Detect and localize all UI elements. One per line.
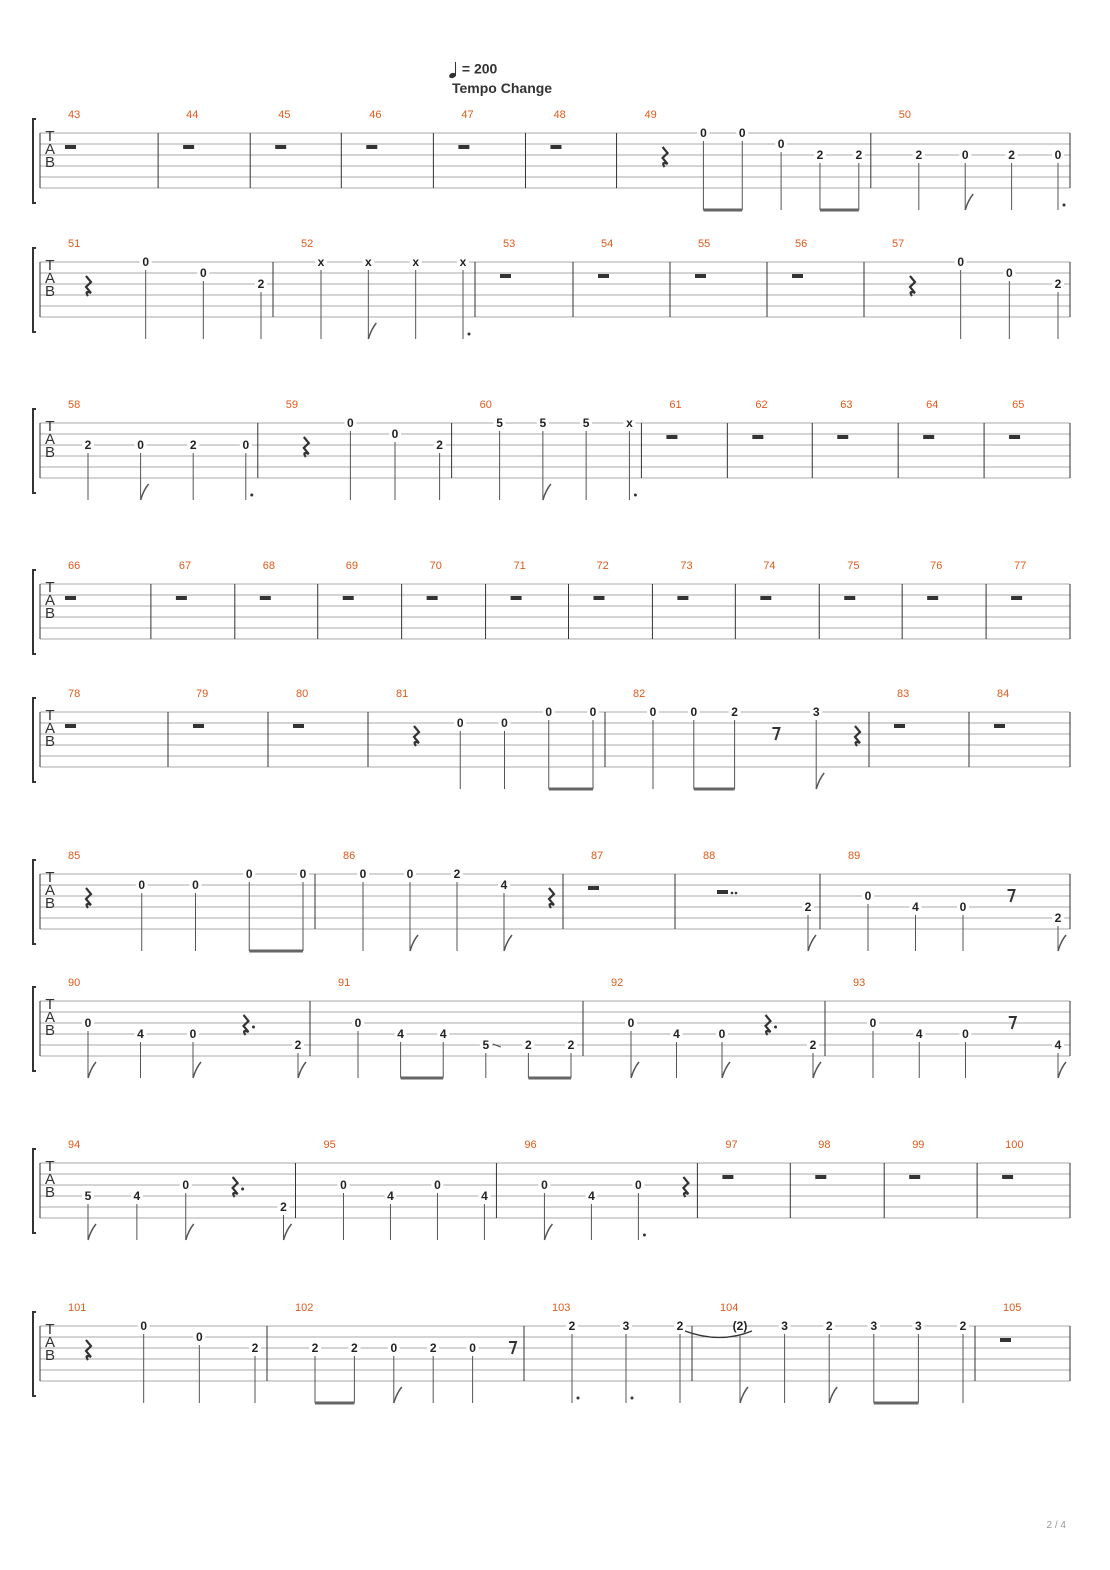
note-flag [88, 1062, 96, 1078]
whole-rest [588, 886, 599, 890]
tab-note: 2 [855, 148, 863, 162]
measure-number: 71 [513, 560, 526, 572]
measure-number: 81 [396, 688, 409, 700]
note-flag [1058, 1062, 1066, 1078]
rest-dot [731, 892, 734, 895]
system-bracket [33, 987, 36, 1071]
tab-clef-letter: T [45, 418, 55, 435]
measure-number: 85 [68, 850, 81, 862]
tab-note: x [412, 255, 420, 269]
tab-note: 0 [959, 900, 967, 914]
tab-note: 5 [84, 1189, 92, 1203]
whole-rest [293, 724, 304, 728]
tab-note: 2 [816, 148, 824, 162]
system-bracket [33, 570, 36, 654]
whole-rest [593, 596, 604, 600]
tab-note: 0 [84, 1016, 92, 1030]
measure-number: 104 [720, 1302, 739, 1314]
measure-number: 63 [840, 399, 853, 411]
note-dot [577, 1397, 580, 1400]
tab-note: 4 [439, 1027, 447, 1041]
tab-note: 3 [781, 1319, 788, 1333]
whole-rest [176, 596, 187, 600]
rest-dot [252, 1026, 255, 1029]
tab-note: 0 [738, 126, 746, 140]
measure-number: 89 [848, 850, 861, 862]
tab-note: 0 [359, 867, 367, 881]
whole-rest [666, 435, 677, 439]
note-flag [808, 935, 816, 951]
measure-number: 46 [369, 109, 382, 121]
whole-rest [275, 145, 286, 149]
tab-clef-letter: A [44, 1009, 56, 1026]
tab-note: 0 [541, 1178, 548, 1192]
measure-number: 68 [262, 560, 276, 572]
tab-note: 2 [189, 438, 197, 452]
measure-number: 56 [795, 238, 808, 250]
quarter-rest [766, 1015, 771, 1035]
note-flag [504, 935, 512, 951]
measure-number: 61 [669, 399, 682, 411]
whole-rest [1002, 1175, 1013, 1179]
tab-clef-letter: A [44, 1171, 56, 1188]
tab-clef-letter: B [44, 1347, 56, 1364]
measure-number: 47 [461, 109, 474, 121]
tab-clef-letter: A [44, 720, 56, 737]
tab-clef-letter: B [44, 733, 56, 750]
measure-number: 73 [680, 560, 693, 572]
tab-note: 2 [959, 1319, 967, 1333]
tab-note: 2 [825, 1319, 833, 1333]
whole-rest [343, 596, 354, 600]
tab-clef-letter: T [45, 996, 55, 1013]
measure-number: 57 [892, 238, 905, 250]
tab-note: 0 [354, 1016, 362, 1030]
measure-number: 91 [338, 977, 351, 989]
tab-note: 0 [589, 705, 597, 719]
measure-number: 92 [611, 977, 624, 989]
tab-note: 3 [870, 1319, 878, 1333]
tab-note: 0 [299, 867, 307, 881]
tab-note: 4 [500, 878, 508, 892]
note-flag [544, 1224, 552, 1240]
tab-note: 5 [582, 416, 590, 430]
measure-number: 96 [524, 1139, 537, 1151]
tab-note: 0 [469, 1341, 476, 1355]
measure-number: 97 [725, 1139, 738, 1151]
tab-clef-letter: A [44, 270, 56, 287]
tab-note: 0 [1054, 148, 1062, 162]
whole-rest [458, 145, 469, 149]
note-dot [631, 1397, 634, 1400]
note-flag [722, 1062, 730, 1078]
measure-number: 51 [68, 238, 81, 250]
measure-number: 80 [296, 688, 309, 700]
measure-number: 49 [644, 109, 657, 121]
whole-rest [760, 596, 771, 600]
note-flag [740, 1387, 748, 1403]
tab-note: 0 [961, 148, 969, 162]
note-dot [468, 333, 471, 336]
tab-note: x [317, 255, 325, 269]
tab-note: 4 [387, 1189, 394, 1203]
tab-clef-letter: T [45, 1321, 55, 1338]
tab-note: 0 [869, 1016, 877, 1030]
tab-note: 0 [138, 878, 146, 892]
tab-note: 2 [567, 1038, 575, 1052]
measure-number: 64 [926, 399, 939, 411]
tab-note: x [626, 416, 633, 430]
tab-note: 0 [456, 716, 464, 730]
note-flag [394, 1387, 402, 1403]
whole-rest [65, 724, 76, 728]
measure-number: 45 [278, 109, 291, 121]
tab-note: 3 [915, 1319, 922, 1333]
tab-note: 2 [84, 438, 92, 452]
tab-note: 4 [912, 900, 919, 914]
tab-note: x [364, 255, 372, 269]
system-bracket [33, 248, 36, 332]
measure-number: 86 [343, 850, 356, 862]
quarter-rest [414, 726, 419, 746]
measure-number: 88 [703, 850, 716, 862]
whole-rest [1009, 435, 1020, 439]
tab-clef-letter: A [44, 431, 56, 448]
tab-note: 4 [481, 1189, 488, 1203]
tab-note: 0 [189, 1027, 197, 1041]
tab-note: 0 [434, 1178, 441, 1192]
tab-clef-letter: T [45, 128, 55, 145]
tab-clef-letter: A [44, 141, 56, 158]
tab-clef-letter: T [45, 257, 55, 274]
measure-number: 76 [930, 560, 943, 572]
tab-note: 2 [1054, 277, 1062, 291]
whole-rest [815, 1175, 826, 1179]
tab-note: 4 [137, 1027, 144, 1041]
measure-number: 82 [633, 688, 646, 700]
tab-clef-letter: A [44, 1334, 56, 1351]
rest-dot [241, 1188, 244, 1191]
whole-rest [844, 596, 855, 600]
tab-note: 0 [340, 1178, 347, 1192]
whole-rest [65, 145, 76, 149]
tab-note: 0 [182, 1178, 190, 1192]
note-flag [186, 1224, 194, 1240]
note-flag [88, 1224, 96, 1240]
measure-number: 69 [345, 560, 358, 572]
tab-note: 0 [545, 705, 553, 719]
rest-dot [774, 1026, 777, 1029]
measure-number: 79 [196, 688, 209, 700]
tab-note: 0 [140, 1319, 148, 1333]
whole-rest [695, 274, 706, 278]
note-flag [193, 1062, 201, 1078]
tab-clef-letter: B [44, 605, 56, 622]
tab-note: 4 [673, 1027, 680, 1041]
tab-clef-letter: A [44, 882, 56, 899]
system-bracket [33, 698, 36, 782]
whole-rest [927, 596, 938, 600]
tab-note: 0 [137, 438, 144, 452]
tab-note: 2 [915, 148, 923, 162]
tab-clef-letter: B [44, 1184, 56, 1201]
tab-note: 2 [257, 277, 265, 291]
tab-note: 4 [1054, 1038, 1062, 1052]
whole-rest [366, 145, 377, 149]
tab-clef-letter: A [44, 592, 56, 609]
note-flag [298, 1062, 306, 1078]
tab-note: 2 [809, 1038, 817, 1052]
tab-clef-letter: B [44, 154, 56, 171]
quarter-rest [86, 276, 91, 296]
tab-clef-letter: T [45, 1158, 55, 1175]
tab-note: 0 [142, 255, 150, 269]
tab-note: 0 [649, 705, 657, 719]
quarter-rest [86, 888, 91, 908]
measure-number: 101 [68, 1302, 87, 1314]
measure-number: 43 [68, 109, 81, 121]
measure-number: 44 [186, 109, 199, 121]
tab-note: 0 [192, 878, 199, 892]
measure-number: 60 [479, 399, 492, 411]
tab-note: 2 [294, 1038, 302, 1052]
tab-note: 2 [1008, 148, 1015, 162]
measure-number: 48 [553, 109, 566, 121]
tab-note: 0 [690, 705, 698, 719]
note-flag [410, 935, 418, 951]
note-flag [829, 1387, 837, 1403]
half-rest [717, 890, 728, 894]
note-flag [631, 1062, 639, 1078]
measure-number: 87 [591, 850, 604, 862]
tab-note: 2 [1054, 911, 1062, 925]
whole-rest [722, 1175, 733, 1179]
measure-number: 102 [295, 1302, 314, 1314]
measure-number: 65 [1012, 399, 1025, 411]
whole-rest [427, 596, 438, 600]
tab-clef-letter: T [45, 869, 55, 886]
whole-rest [193, 724, 204, 728]
whole-rest [183, 145, 194, 149]
measure-number: 66 [68, 560, 81, 572]
measure-number: 55 [698, 238, 711, 250]
system-bracket [33, 1312, 36, 1396]
quarter-rest [549, 888, 554, 908]
tab-note: 2 [568, 1319, 576, 1333]
tab-note: 0 [390, 1341, 398, 1355]
note-dot [643, 1234, 646, 1237]
quarter-rest [683, 1177, 688, 1197]
tab-note: 0 [962, 1027, 969, 1041]
measure-number: 72 [596, 560, 609, 572]
tab-note: 2 [280, 1200, 287, 1214]
system-bracket [33, 119, 36, 203]
whole-rest [511, 596, 522, 600]
tab-note: 2 [453, 867, 461, 881]
note-dot [1063, 204, 1066, 207]
quarter-rest [244, 1015, 249, 1035]
tab-note: 0 [406, 867, 414, 881]
tab-note: 5 [539, 416, 547, 430]
tab-note: 0 [1005, 266, 1013, 280]
quarter-rest [663, 147, 668, 167]
whole-rest [1011, 596, 1022, 600]
tab-note: 3 [622, 1319, 630, 1333]
measure-number: 77 [1014, 560, 1027, 572]
tab-clef-letter: B [44, 1022, 56, 1039]
whole-rest [677, 596, 688, 600]
whole-rest [1000, 1338, 1011, 1342]
measure-number: 83 [897, 688, 910, 700]
whole-rest [752, 435, 763, 439]
measure-number: 95 [323, 1139, 336, 1151]
tab-note: 2 [311, 1341, 319, 1355]
quarter-rest [304, 437, 309, 457]
quarter-rest [855, 726, 860, 746]
measure-number: 74 [763, 560, 776, 572]
tab-note: 0 [864, 889, 872, 903]
tab-note: 2 [731, 705, 738, 719]
whole-rest [894, 724, 905, 728]
note-dot [250, 494, 253, 497]
tab-clef-letter: T [45, 579, 55, 596]
tempo-bpm: = 200 [461, 60, 498, 77]
quarter-rest [86, 1340, 91, 1360]
tempo-change-label: Tempo Change [452, 80, 553, 96]
whole-rest [837, 435, 848, 439]
tab-note: 0 [700, 126, 707, 140]
whole-rest [792, 274, 803, 278]
system-bracket [33, 1149, 36, 1233]
measure-number: 52 [301, 238, 314, 250]
note-dot [634, 494, 637, 497]
rest-dot [735, 892, 738, 895]
whole-rest [500, 274, 511, 278]
measure-number: 90 [68, 977, 81, 989]
whole-rest [550, 145, 561, 149]
whole-rest [923, 435, 934, 439]
measure-number: 78 [68, 688, 81, 700]
tab-note: 0 [245, 867, 253, 881]
tab-note: 4 [397, 1027, 404, 1041]
tab-note: 0 [957, 255, 965, 269]
note-flag [965, 194, 973, 210]
note-flag [1058, 935, 1066, 951]
tab-clef-letter: B [44, 283, 56, 300]
tab-note: 2 [251, 1341, 259, 1355]
tab-note: 2 [436, 438, 443, 452]
tab-note: 0 [195, 1330, 203, 1344]
system-bracket [33, 860, 36, 944]
tab-note: 2 [351, 1341, 358, 1355]
tab-note: 4 [133, 1189, 141, 1203]
tab-note: 5 [482, 1038, 490, 1052]
tab-clef-letter: B [44, 895, 56, 912]
note-flag [813, 1062, 821, 1078]
note-flag [816, 773, 824, 789]
tab-note: 4 [588, 1189, 595, 1203]
tab-note: 0 [635, 1178, 642, 1192]
tab-note: 0 [391, 427, 399, 441]
tab-clef-letter: T [45, 707, 55, 724]
measure-number: 98 [818, 1139, 831, 1151]
measure-number: 54 [601, 238, 614, 250]
measure-number: 103 [552, 1302, 571, 1314]
page-number: 2 / 4 [1046, 1520, 1066, 1531]
tab-note: 0 [777, 137, 785, 151]
measure-number: 105 [1003, 1302, 1022, 1314]
tab-note: 2 [525, 1038, 532, 1052]
tab-note: 0 [627, 1016, 635, 1030]
measure-number: 59 [285, 399, 299, 411]
tab-note: 0 [718, 1027, 726, 1041]
note-flag [283, 1224, 291, 1240]
tab-note: 0 [347, 416, 354, 430]
tab-note: x [459, 255, 467, 269]
note-flag [543, 484, 551, 500]
quarter-rest [233, 1177, 238, 1197]
tab-note: 0 [199, 266, 207, 280]
measure-number: 100 [1005, 1139, 1024, 1151]
measure-number: 50 [898, 109, 912, 121]
measure-number: 99 [912, 1139, 925, 1151]
note-flag [368, 323, 376, 339]
measure-number: 58 [68, 399, 81, 411]
note-flag [141, 484, 149, 500]
whole-rest [598, 274, 609, 278]
tab-note: 0 [242, 438, 250, 452]
system-bracket [33, 409, 36, 493]
whole-rest [994, 724, 1005, 728]
measure-number: 67 [178, 560, 192, 572]
measure-number: 93 [853, 977, 866, 989]
tab-note: 2 [429, 1341, 437, 1355]
measure-number: 75 [847, 560, 860, 572]
tab-note: 3 [812, 705, 820, 719]
tab-note: 2 [676, 1319, 684, 1333]
whole-rest [909, 1175, 920, 1179]
whole-rest [260, 596, 271, 600]
tab-clef-letter: B [44, 444, 56, 461]
tab-note: 5 [496, 416, 503, 430]
measure-number: 84 [997, 688, 1010, 700]
quarter-rest [910, 276, 915, 296]
whole-rest [65, 596, 76, 600]
measure-number: 62 [755, 399, 768, 411]
tab-note: 4 [915, 1027, 923, 1041]
measure-number: 94 [68, 1139, 81, 1151]
tab-note: (2) [732, 1319, 748, 1333]
tab-note: 0 [501, 716, 508, 730]
tab-note: 2 [804, 900, 812, 914]
measure-number: 70 [429, 560, 442, 572]
measure-number: 53 [503, 238, 516, 250]
